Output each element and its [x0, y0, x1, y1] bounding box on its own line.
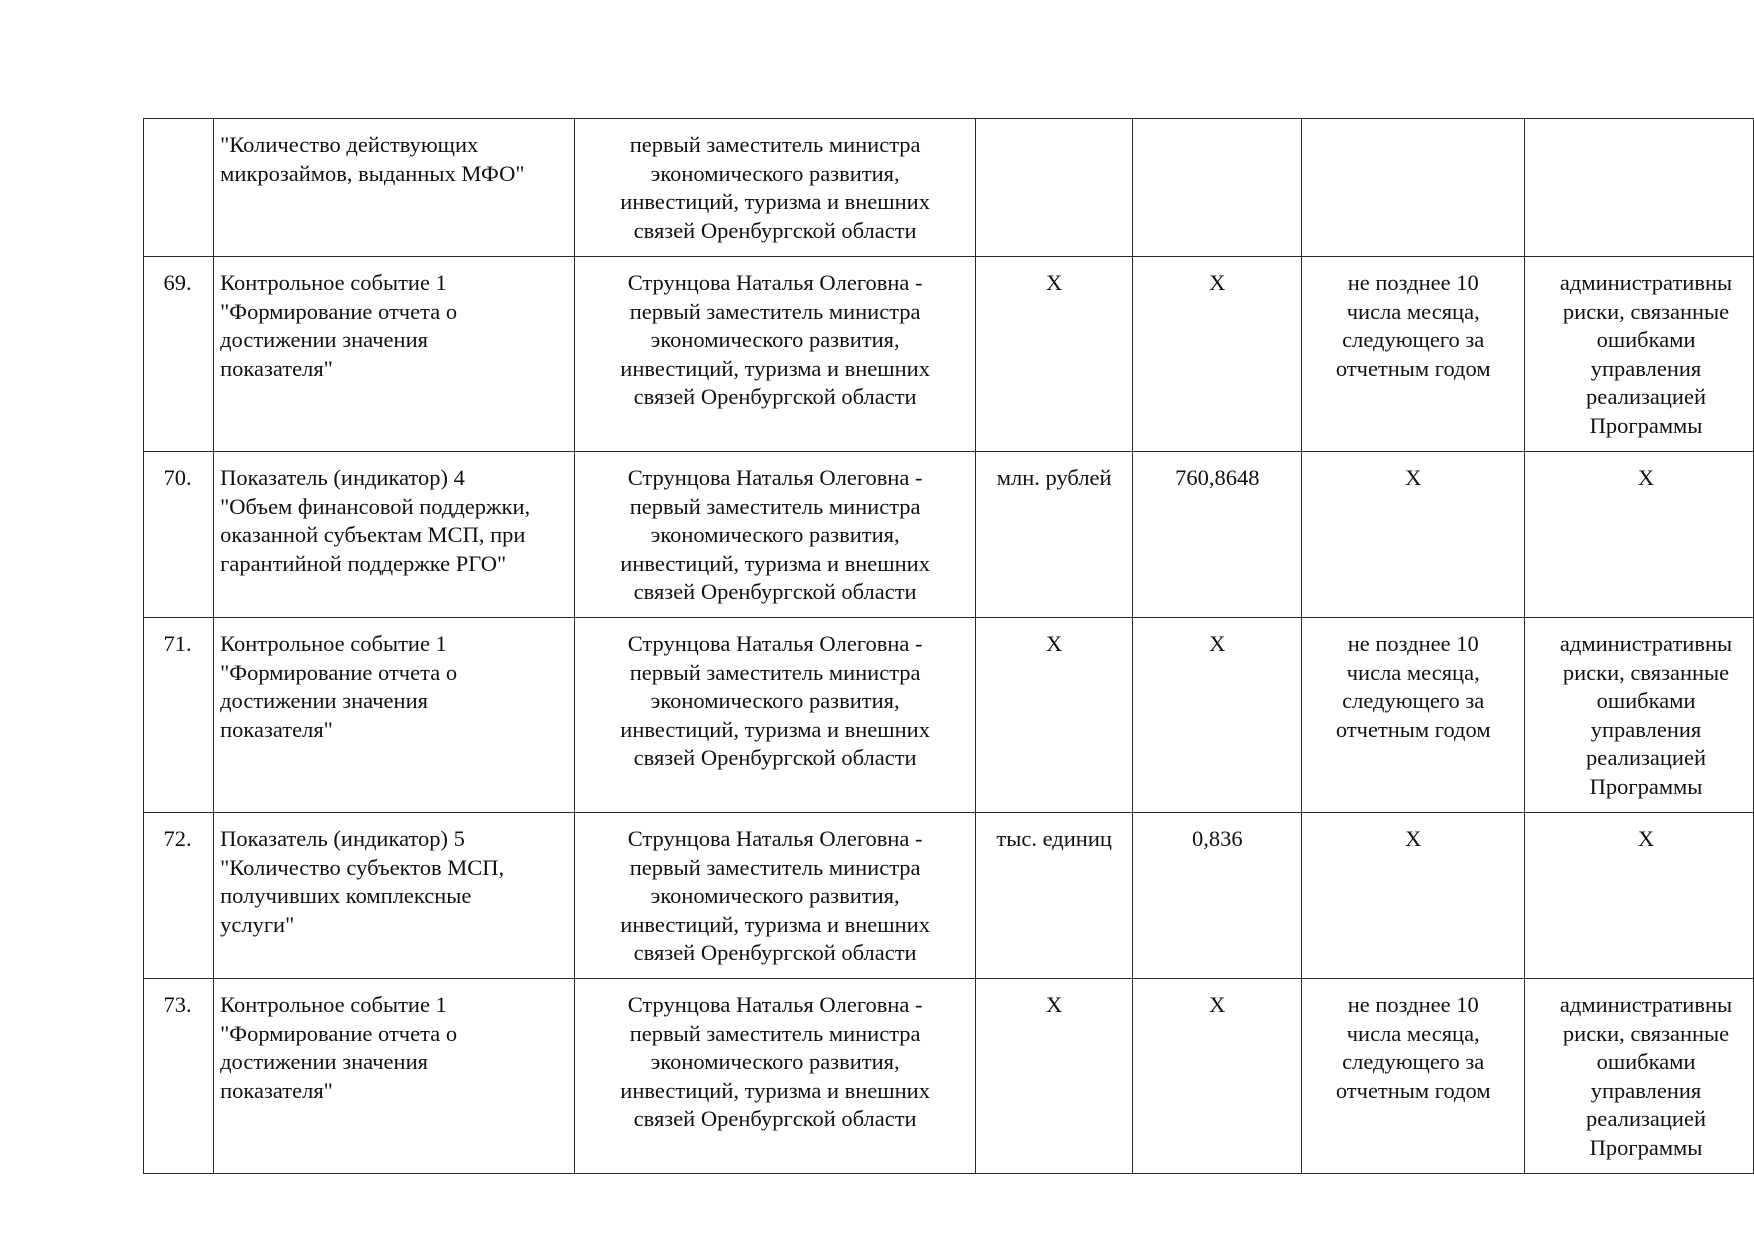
- planned-value: 0,836: [1133, 813, 1302, 979]
- risk-description: административны риски, связанные ошибками управления реализацией Программы: [1559, 631, 1733, 799]
- deadline: не позднее 10 числа месяца, следующего за отчетным годом: [1302, 979, 1525, 1174]
- indicator-name: Контрольное событие 1 "Формирование отчета о достижении значения показателя": [214, 618, 575, 813]
- table-row: [144, 119, 1754, 257]
- responsible-person: Струнцова Наталья Олеговна - первый заместитель министра экономического развития, инвестиций, туризма и внешних связей Оренбургской области: [575, 813, 976, 979]
- risk-description: Х: [1637, 465, 1655, 490]
- unit-of-measure: Х: [976, 979, 1133, 1174]
- row-number: 70.: [144, 452, 214, 618]
- planned-value: Х: [1133, 257, 1302, 452]
- indicator-name: Контрольное событие 1 "Формирование отчета о достижении значения показателя": [214, 979, 575, 1174]
- row-number: [144, 119, 214, 257]
- table-row: [144, 813, 1754, 979]
- planned-value: Х: [1133, 979, 1302, 1174]
- indicator-name: Показатель (индикатор) 4 "Объем финансовой поддержки, оказанной субъектам МСП, при гарантийной поддержке РГО": [214, 452, 575, 618]
- planned-value: [1133, 119, 1302, 257]
- responsible-person: Струнцова Наталья Олеговна - первый заместитель министра экономического развития, инвестиций, туризма и внешних связей Оренбургской области: [575, 452, 976, 618]
- row-number: 69.: [144, 257, 214, 452]
- unit-of-measure: [976, 119, 1133, 257]
- planned-value: 760,8648: [1133, 452, 1302, 618]
- row-number: 73.: [144, 979, 214, 1174]
- responsible-person: Струнцова Наталья Олеговна - первый заместитель министра экономического развития, инвестиций, туризма и внешних связей Оренбургской области: [575, 257, 976, 452]
- planned-value: Х: [1133, 618, 1302, 813]
- unit-of-measure: тыс. единиц: [976, 813, 1133, 979]
- indicator-name: "Количество действующих микрозаймов, выданных МФО": [214, 119, 575, 257]
- risk-description: Х: [1637, 826, 1655, 851]
- responsible-person: первый заместитель министра экономического развития, инвестиций, туризма и внешних связей Оренбургской области: [575, 119, 976, 257]
- responsible-person: Струнцова Наталья Олеговна - первый заместитель министра экономического развития, инвестиций, туризма и внешних связей Оренбургской области: [575, 979, 976, 1174]
- deadline: [1302, 119, 1525, 257]
- unit-of-measure: Х: [976, 618, 1133, 813]
- indicator-name: Показатель (индикатор) 5 "Количество субъектов МСП, получивших комплексные услуги": [214, 813, 575, 979]
- row-number: 71.: [144, 618, 214, 813]
- deadline: Х: [1302, 452, 1525, 618]
- unit-of-measure: Х: [976, 257, 1133, 452]
- row-number: 72.: [144, 813, 214, 979]
- unit-of-measure: млн. рублей: [976, 452, 1133, 618]
- risk-description: административны риски, связанные ошибками управления реализацией Программы: [1559, 992, 1733, 1160]
- deadline: не позднее 10 числа месяца, следующего за отчетным годом: [1302, 257, 1525, 452]
- program-events-table: [143, 118, 1754, 1174]
- risk-description: административны риски, связанные ошибками управления реализацией Программы: [1559, 270, 1733, 438]
- table-row: [144, 452, 1754, 618]
- deadline: не позднее 10 числа месяца, следующего за отчетным годом: [1302, 618, 1525, 813]
- table-row: [144, 257, 1754, 452]
- table-row: [144, 618, 1754, 813]
- deadline: Х: [1302, 813, 1525, 979]
- responsible-person: Струнцова Наталья Олеговна - первый заместитель министра экономического развития, инвестиций, туризма и внешних связей Оренбургской области: [575, 618, 976, 813]
- table-row: [144, 979, 1754, 1174]
- indicator-name: Контрольное событие 1 "Формирование отчета о достижении значения показателя": [214, 257, 575, 452]
